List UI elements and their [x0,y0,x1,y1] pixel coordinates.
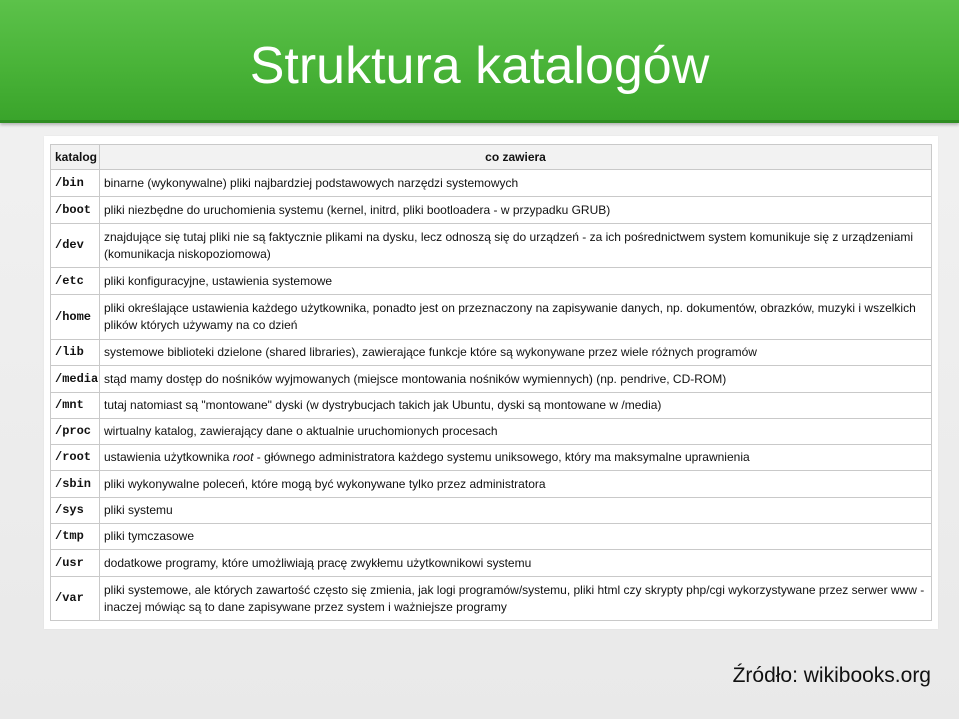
dir-cell: /sbin [51,471,100,498]
dir-cell: /tmp [51,524,100,550]
source-caption: Źródło: wikibooks.org [732,664,931,687]
directory-table [50,144,932,621]
desc-cell: pliki określające ustawienia każdego użytkownika, ponadto jest on przeznaczony na zapisywanie danych, np. dokumentów, obrazków, muzyki i wszelkich plików których używamy na co dzień [100,295,932,340]
root-desc-suffix: - głównego administratora każdego systemu uniksowego, który ma maksymalne uprawnienia [253,450,750,464]
header-co-zawiera: co zawiera [100,145,932,170]
desc-cell: systemowe biblioteki dzielone (shared libraries), zawierające funkcje które są wykonywane przez wiele różnych programów [100,340,932,366]
table-row [51,471,932,498]
table-row [51,197,932,224]
desc-cell: znajdujące się tutaj pliki nie są faktycznie plikami na dysku, lecz odnoszą się do urządzeń - za ich pośrednictwem system komunikuje się z urządzeniami (komunikacja niskopoziomowa) [100,224,932,268]
table-row [51,340,932,366]
table-row [51,524,932,550]
desc-cell: stąd mamy dostęp do nośników wyjmowanych (miejsce montowania nośników wymiennych) (np. pendrive, CD-ROM) [100,366,932,393]
table-row [51,268,932,295]
table-row [51,393,932,419]
root-desc-prefix: ustawienia użytkownika [104,450,233,464]
desc-cell: dodatkowe programy, które umożliwiają pracę zwykłemu użytkownikowi systemu [100,550,932,577]
table-row [51,419,932,445]
header-katalog: katalog [51,145,100,170]
table-row [51,550,932,577]
dir-cell: /etc [51,268,100,295]
desc-cell: pliki konfiguracyjne, ustawienia systemowe [100,268,932,295]
table-row [51,577,932,621]
dir-cell: /dev [51,224,100,268]
desc-cell: pliki wykonywalne poleceń, które mogą być wykonywane tylko przez administratora [100,471,932,498]
dir-cell: /proc [51,419,100,445]
desc-cell: pliki niezbędne do uruchomienia systemu (kernel, initrd, pliki bootloadera - w przypadku GRUB) [100,197,932,224]
dir-cell: /mnt [51,393,100,419]
dir-cell: /media [51,366,100,393]
desc-cell: pliki tymczasowe [100,524,932,550]
dir-cell: /root [51,445,100,471]
table-row [51,445,932,471]
desc-cell: wirtualny katalog, zawierający dane o aktualnie uruchomionych procesach [100,419,932,445]
desc-cell: binarne (wykonywalne) pliki najbardziej podstawowych narzędzi systemowych [100,170,932,197]
dir-cell: /boot [51,197,100,224]
dir-cell: /bin [51,170,100,197]
table-row [51,295,932,340]
table-row [51,498,932,524]
root-desc-italic: root [232,450,254,464]
dir-cell: /sys [51,498,100,524]
table-panel [44,136,938,629]
table-row [51,224,932,268]
dir-cell: /var [51,577,100,621]
dir-cell: /usr [51,550,100,577]
title-bar [0,0,959,123]
desc-cell [100,445,932,471]
dir-cell: /home [51,295,100,340]
table-row [51,366,932,393]
desc-cell: pliki systemowe, ale których zawartość często się zmienia, jak logi programów/systemu, pliki html czy skrypty php/cgi wykorzystywane przez serwer www - inaczej mówiąc są to dane zapisywane przez system i ważniejsze programy [100,577,932,621]
desc-cell: tutaj natomiast są "montowane" dyski (w dystrybucjach takich jak Ubuntu, dyski są montowane w /media) [100,393,932,419]
slide-title: Struktura katalogów [249,37,710,95]
dir-cell: /lib [51,340,100,366]
table-row [51,170,932,197]
table-header-row [51,145,932,170]
desc-cell: pliki systemu [100,498,932,524]
